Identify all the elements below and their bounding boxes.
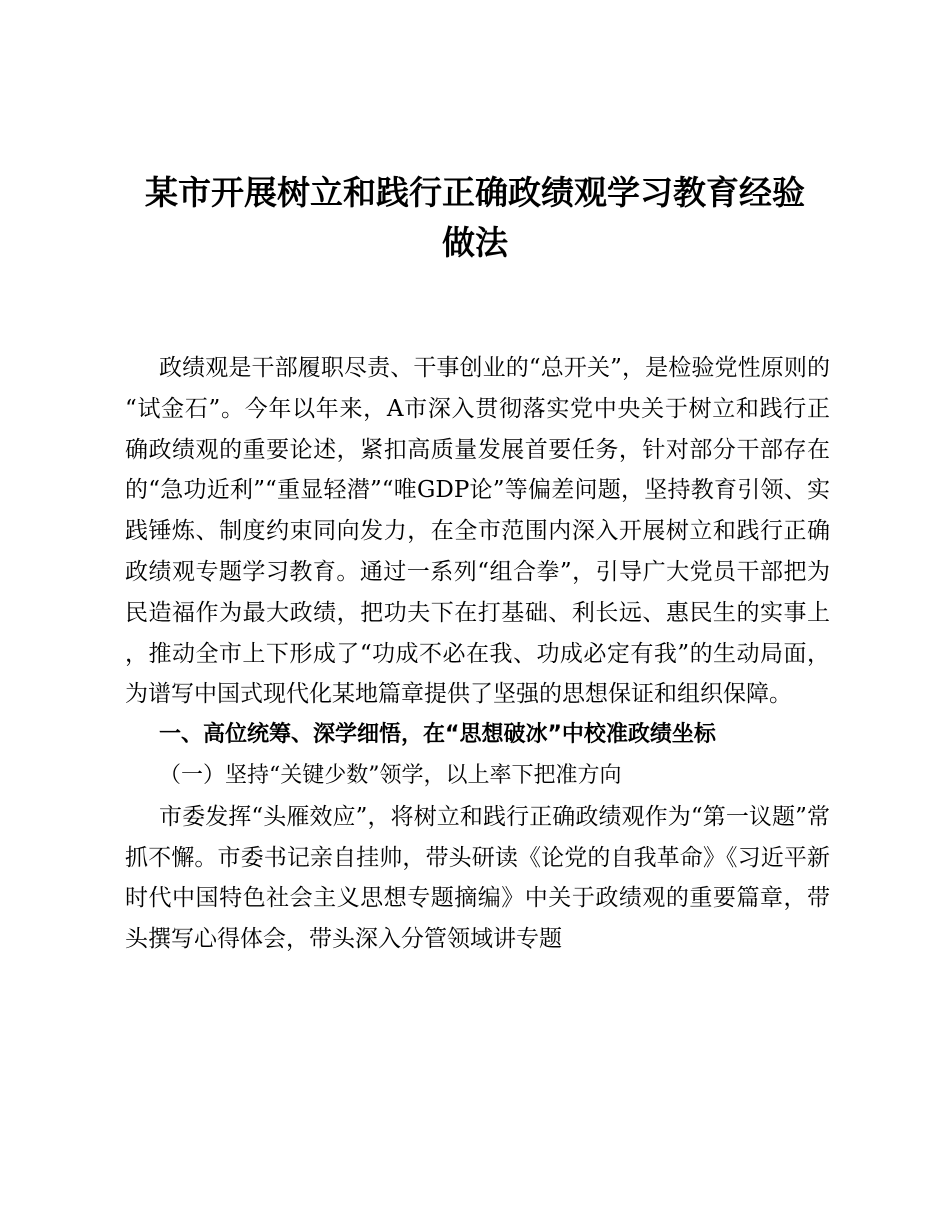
title-line-2: 做法 — [442, 223, 508, 262]
title-line-1: 某市开展树立和践行正确政绩观学习教育经验 — [145, 173, 805, 212]
document-title — [110, 168, 840, 268]
section-heading-1: 一、高位统筹、深学细悟，在“思想破冰”中校准政绩坐标 — [159, 722, 716, 748]
subsection-heading-1: （一）坚持“关键少数”领学，以上率下把准方向 — [159, 762, 622, 788]
intro-paragraph: 政绩观是干部履职尽责、干事创业的“总开关”，是检验党性原则的“试金石”。今年以年来，A市深入贯彻落实党中央关于树立和践行正确政绩观的重要论述，紧扣高质量发展首要任务，针对部分干部存在的“急功近利”“重显轻潜”“唯GDP论”等偏差问题，坚持教育引领、实践锤炼、制度约束同向发力，在全市范围内深入开展树立和践行正确政绩观专题学习教育。通过一系列“组合拳”，引导广大党员干部把为民造福作为最大政绩，把功夫下在打基础、利长远、惠民生的实事上，推动全市上下形成了“功成不必在我、功成必定有我”的生动局面，为谱写中国式现代化某地篇章提供了坚强的思想保证和组织保障。 — [125, 355, 830, 708]
document-body — [125, 348, 830, 960]
subsection-paragraph-1: 市委发挥“头雁效应”，将树立和践行正确政绩观作为“第一议题”常抓不懈。市委书记亲自挂帅，带头研读《论党的自我革命》《习近平新时代中国特色社会主义思想专题摘编》中关于政绩观的重要篇章，带头撰写心得体会，带头深入分管领域讲专题 — [125, 803, 830, 953]
